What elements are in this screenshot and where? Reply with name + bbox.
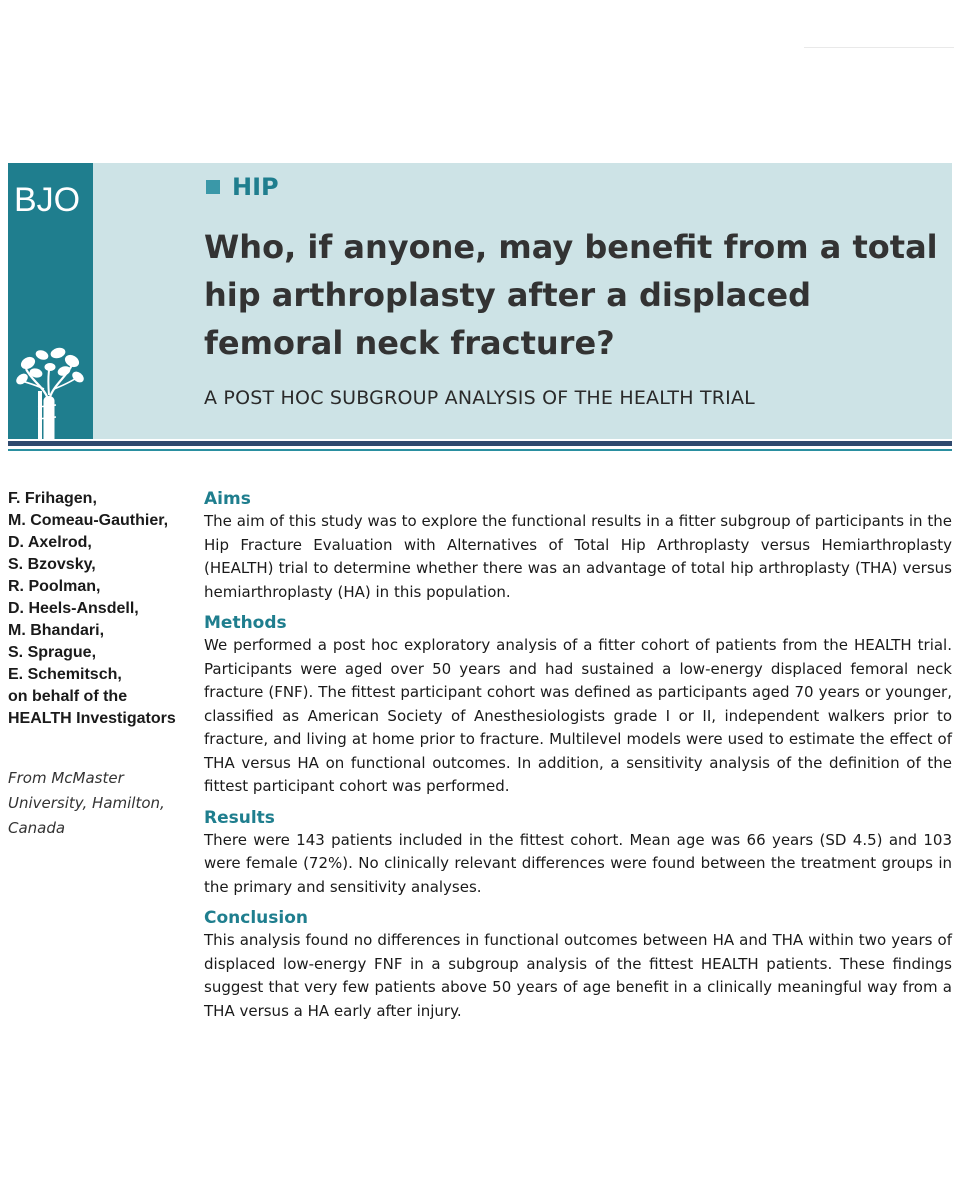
header-rule-thin <box>8 449 952 451</box>
journal-logo-text: BJO <box>14 181 81 219</box>
section-tag <box>206 173 279 201</box>
conclusion-heading: Conclusion <box>204 908 308 928</box>
author-item: F. Frihagen, <box>8 490 97 507</box>
article-title: Who, if anyone, may benefit from a total hip arthroplasty after a displaced femoral neck fracture? <box>204 228 938 362</box>
square-icon <box>206 180 220 194</box>
top-hairline <box>804 47 954 48</box>
aims-text: The aim of this study was to explore the functional results in a fitter subgroup of participants in the Hip Fracture Evaluation with Alternatives of Total Hip Arthroplasty versus Hemiarthroplasty (HEALTH) trial to determine whether there was an advantage of total hip arthroplasty (THA) versus hemiarthroplasty (HA) in this population. <box>204 512 952 601</box>
author-item: M. Comeau-Gauthier, <box>8 512 169 529</box>
author-item: S. Sprague, <box>8 644 97 661</box>
article-header-banner <box>8 163 952 439</box>
section-label: HIP <box>232 173 279 201</box>
author-item: D. Axelrod, <box>8 534 92 551</box>
author-list <box>8 488 198 730</box>
tree-icon <box>14 347 86 439</box>
aims-heading: Aims <box>204 489 251 509</box>
results-heading: Results <box>204 807 275 828</box>
author-item: M. Bhandari, <box>8 622 105 639</box>
methods-text: We performed a post hoc exploratory analysis of a fitter cohort of patients from the HEALTH trial. Participants were aged over 50 years and had sustained a low-energy displaced femoral neck fracture (FNF). The fittest participant cohort was defined as participants aged 70 years or younger, classified as American Society of Anesthesiologists grade I or II, independent walkers prior to fracture, and living at home prior to fracture. Multilevel models were used to estimate the effect of THA versus HA on functional outcomes. In addition, a sensitivity analysis of the definition of the fittest participant cohort was performed. <box>204 636 952 795</box>
author-item: S. Bzovsky, <box>8 556 96 573</box>
author-item: HEALTH Investigators <box>8 710 176 727</box>
author-item: on behalf of the <box>8 688 128 705</box>
header-rule-thick <box>8 441 952 446</box>
article-subtitle: A POST HOC SUBGROUP ANALYSIS OF THE HEALTH TRIAL <box>204 387 755 409</box>
conclusion-text: This analysis found no differences in functional outcomes between HA and THA within two years of displaced low-energy FNF in a subgroup analysis of the fittest HEALTH patients. These findings suggest that very few patients above 50 years of age benefit in a clinically meaningful way from a THA versus a HA early after injury. <box>204 931 952 1020</box>
abstract <box>204 488 952 1031</box>
journal-logo <box>8 163 93 439</box>
author-affiliation: From McMaster University, Hamilton, Canada <box>8 769 165 837</box>
author-item: E. Schemitsch, <box>8 666 122 683</box>
author-item: R. Poolman, <box>8 578 101 595</box>
author-item: D. Heels-Ansdell, <box>8 600 139 617</box>
methods-heading: Methods <box>204 613 287 633</box>
results-text: There were 143 patients included in the fittest cohort. Mean age was 66 years (SD 4.5) and 103 were female (72%). No clinically relevant differences were found between the treatment groups in the primary and sensitivity analyses. <box>204 830 952 896</box>
